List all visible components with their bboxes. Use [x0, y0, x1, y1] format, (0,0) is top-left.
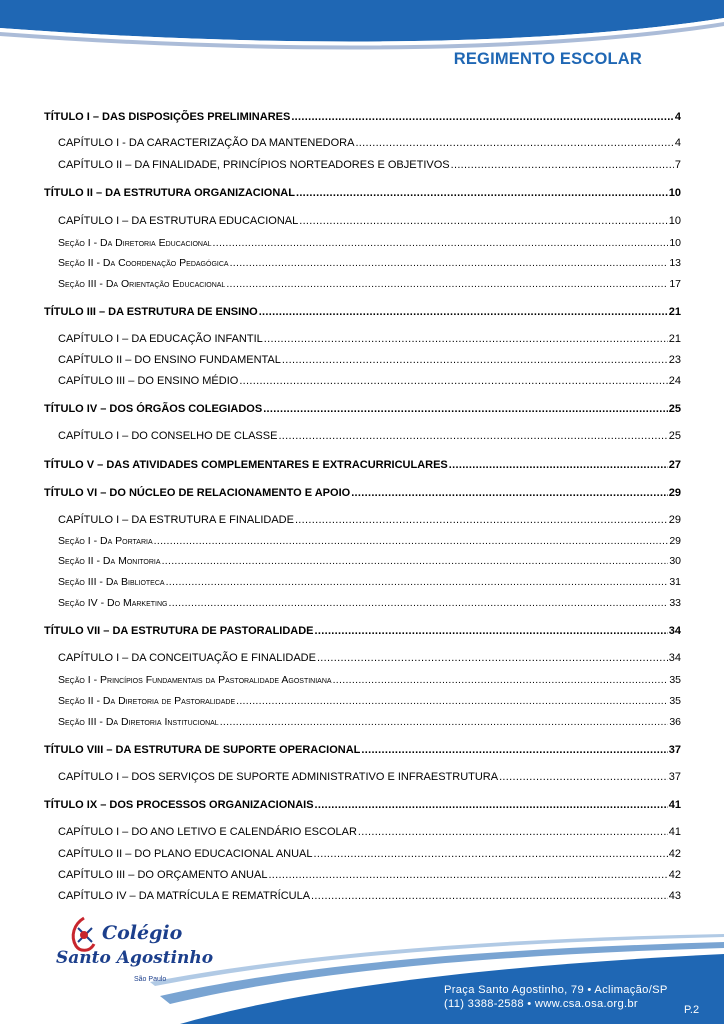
toc-entry-page: 41: [668, 826, 681, 838]
toc-section-entry[interactable]: [44, 694, 681, 708]
toc-entry-page: 35: [669, 674, 681, 686]
toc-entry-label: CAPÍTULO I – DO CONSELHO DE CLASSE: [58, 430, 278, 442]
toc-chapter-entry[interactable]: [44, 332, 681, 346]
toc-entry-label: CAPÍTULO II – DA FINALIDADE, PRINCÍPIOS NORTEADORES E OBJETIVOS: [58, 159, 450, 171]
toc-section-entry[interactable]: [44, 534, 681, 548]
toc-entry-label: TÍTULO IX – DOS PROCESSOS ORGANIZACIONAIS: [44, 799, 314, 811]
toc-leader-dots: [213, 237, 669, 250]
toc-title-entry[interactable]: [44, 798, 681, 812]
toc-chapter-entry[interactable]: [44, 889, 681, 903]
toc-entry-page: 25: [668, 403, 681, 415]
footer-address: Praça Santo Agostinho, 79 • Aclimação/SP: [444, 984, 668, 996]
toc-entry-page: 34: [668, 625, 681, 637]
toc-chapter-entry[interactable]: [44, 651, 681, 665]
toc-leader-dots: [239, 375, 667, 388]
toc-entry-label: CAPÍTULO II – DO PLANO EDUCACIONAL ANUAL: [58, 848, 313, 860]
toc-entry-page: 4: [674, 137, 681, 149]
toc-section-entry[interactable]: [44, 236, 681, 250]
toc-entry-label: Seção I - Da Diretoria Educacional: [58, 237, 212, 249]
toc-entry-page: 21: [668, 306, 681, 318]
toc-leader-dots: [230, 257, 669, 270]
toc-entry-page: 10: [668, 187, 681, 199]
toc-entry-label: Seção I - Da Portaria: [58, 535, 153, 547]
toc-entry-page: 29: [668, 514, 681, 526]
toc-section-entry[interactable]: [44, 673, 681, 687]
toc-entry-label: Seção II - Da Diretoria de Pastoralidade: [58, 695, 236, 707]
toc-entry-label: TÍTULO II – DA ESTRUTURA ORGANIZACIONAL: [44, 187, 295, 199]
toc-leader-dots: [449, 459, 668, 472]
toc-chapter-entry[interactable]: [44, 429, 681, 443]
toc-leader-dots: [317, 652, 668, 665]
toc-leader-dots: [361, 744, 667, 757]
toc-leader-dots: [315, 799, 668, 812]
toc-entry-page: 29: [668, 487, 681, 499]
footer-address-block: [444, 983, 668, 1011]
toc-chapter-entry[interactable]: [44, 136, 681, 150]
logo-line-1: Colégio: [102, 922, 183, 944]
toc-leader-dots: [351, 487, 668, 500]
toc-entry-label: TÍTULO I – DAS DISPOSIÇÕES PRELIMINARES: [44, 111, 291, 123]
toc-title-entry[interactable]: [44, 402, 681, 416]
toc-entry-label: CAPÍTULO II – DO ENSINO FUNDAMENTAL: [58, 354, 281, 366]
toc-entry-page: 10: [668, 215, 681, 227]
toc-section-entry[interactable]: [44, 256, 681, 270]
logo-line-2: Santo Agostinho: [56, 948, 214, 968]
toc-section-entry[interactable]: [44, 575, 681, 589]
toc-entry-label: TÍTULO VIII – DA ESTRUTURA DE SUPORTE OPERACIONAL: [44, 744, 361, 756]
toc-chapter-entry[interactable]: [44, 825, 681, 839]
toc-leader-dots: [295, 514, 668, 527]
school-logo: [52, 910, 214, 994]
toc-leader-dots: [282, 354, 668, 367]
toc-leader-dots: [154, 535, 669, 548]
toc-entry-label: CAPÍTULO III – DO ORÇAMENTO ANUAL: [58, 869, 268, 881]
toc-entry-page: 24: [668, 375, 681, 387]
toc-entry-label: CAPÍTULO I – DA EDUCAÇÃO INFANTIL: [58, 333, 263, 345]
toc-entry-page: 35: [669, 695, 681, 707]
toc-entry-page: 37: [668, 771, 681, 783]
toc-entry-label: Seção III - Da Diretoria Institucional: [58, 716, 219, 728]
toc-entry-page: 42: [668, 848, 681, 860]
toc-leader-dots: [291, 111, 674, 124]
toc-leader-dots: [268, 869, 667, 882]
toc-title-entry[interactable]: [44, 624, 681, 638]
toc-entry-page: 41: [668, 799, 681, 811]
toc-entry-label: TÍTULO III – DA ESTRUTURA DE ENSINO: [44, 306, 258, 318]
toc-leader-dots: [226, 278, 668, 291]
toc-entry-label: TÍTULO V – DAS ATIVIDADES COMPLEMENTARES E EXTRACURRICULARES: [44, 459, 448, 471]
toc-leader-dots: [315, 625, 668, 638]
toc-entry-page: 29: [669, 535, 681, 547]
toc-entry-page: 30: [669, 555, 681, 567]
toc-leader-dots: [311, 890, 668, 903]
toc-title-entry[interactable]: [44, 186, 681, 200]
toc-chapter-entry[interactable]: [44, 868, 681, 882]
toc-leader-dots: [220, 716, 669, 729]
toc-title-entry[interactable]: [44, 110, 681, 124]
toc-leader-dots: [166, 576, 669, 589]
toc-entry-page: 27: [668, 459, 681, 471]
toc-entry-page: 33: [669, 597, 681, 609]
toc-chapter-entry[interactable]: [44, 353, 681, 367]
toc-title-entry[interactable]: [44, 743, 681, 757]
toc-chapter-entry[interactable]: [44, 513, 681, 527]
toc-leader-dots: [296, 187, 668, 200]
toc-leader-dots: [499, 771, 668, 784]
footer-contact: (11) 3388-2588 • www.csa.osa.org.br: [444, 998, 638, 1010]
toc-entry-label: Seção II - Da Monitoria: [58, 555, 161, 567]
toc-entry-page: 25: [668, 430, 681, 442]
page-number: P.2: [684, 1004, 700, 1016]
toc-entry-label: CAPÍTULO I – DOS SERVIÇOS DE SUPORTE ADMINISTRATIVO E INFRAESTRUTURA: [58, 771, 499, 783]
toc-entry-label: TÍTULO VII – DA ESTRUTURA DE PASTORALIDADE: [44, 625, 314, 637]
toc-entry-page: 43: [668, 890, 681, 902]
toc-section-entry[interactable]: [44, 277, 681, 291]
toc-chapter-entry[interactable]: [44, 374, 681, 388]
toc-entry-page: 23: [668, 354, 681, 366]
toc-entry-label: CAPÍTULO I – DA ESTRUTURA EDUCACIONAL: [58, 215, 299, 227]
toc-leader-dots: [299, 215, 668, 228]
toc-entry-label: TÍTULO IV – DOS ÓRGÃOS COLEGIADOS: [44, 403, 263, 415]
toc-leader-dots: [263, 403, 668, 416]
toc-leader-dots: [236, 695, 668, 708]
toc-entry-label: Seção I - Princípios Fundamentais da Pastoralidade Agostiniana: [58, 674, 332, 686]
toc-entry-page: 31: [669, 576, 681, 588]
logo-line-3: São Paulo: [134, 976, 167, 983]
toc-section-entry[interactable]: [44, 715, 681, 729]
toc-entry-label: CAPÍTULO I – DA CONCEITUAÇÃO E FINALIDADE: [58, 652, 316, 664]
toc-entry-page: 21: [668, 333, 681, 345]
toc-entry-page: 34: [668, 652, 681, 664]
toc-entry-label: CAPÍTULO IV – DA MATRÍCULA E REMATRÍCULA: [58, 890, 311, 902]
toc-entry-label: CAPÍTULO I – DO ANO LETIVO E CALENDÁRIO ESCOLAR: [58, 826, 357, 838]
toc-entry-label: CAPÍTULO I – DA ESTRUTURA E FINALIDADE: [58, 514, 294, 526]
toc-entry-page: 10: [669, 237, 681, 249]
toc-entry-label: TÍTULO VI – DO NÚCLEO DE RELACIONAMENTO E APOIO: [44, 487, 351, 499]
toc-title-entry[interactable]: [44, 305, 681, 319]
toc-leader-dots: [168, 597, 668, 610]
toc-entry-page: 42: [668, 869, 681, 881]
toc-entry-page: 7: [674, 159, 681, 171]
toc-entry-page: 13: [669, 257, 681, 269]
toc-entry-page: 17: [669, 278, 681, 290]
document-title: REGIMENTO ESCOLAR: [453, 50, 642, 68]
toc-entry-page: 37: [668, 744, 681, 756]
toc-section-entry[interactable]: [44, 596, 681, 610]
toc-chapter-entry[interactable]: [44, 214, 681, 228]
toc-chapter-entry[interactable]: [44, 770, 681, 784]
toc-chapter-entry[interactable]: [44, 158, 681, 172]
toc-entry-page: 4: [674, 111, 681, 123]
toc-entry-label: CAPÍTULO III – DO ENSINO MÉDIO: [58, 375, 239, 387]
toc-leader-dots: [278, 430, 667, 443]
toc-leader-dots: [333, 674, 669, 687]
toc-entry-label: Seção IV - Do Marketing: [58, 597, 168, 609]
toc-title-entry[interactable]: [44, 486, 681, 500]
toc-leader-dots: [264, 333, 668, 346]
toc-section-entry[interactable]: [44, 554, 681, 568]
toc-entry-page: 36: [669, 716, 681, 728]
toc-leader-dots: [451, 159, 674, 172]
toc-leader-dots: [358, 826, 668, 839]
toc-leader-dots: [314, 848, 668, 861]
toc-entry-label: CAPÍTULO I - DA CARACTERIZAÇÃO DA MANTENEDORA: [58, 137, 355, 149]
toc-leader-dots: [259, 306, 668, 319]
toc-entry-label: Seção III - Da Biblioteca: [58, 576, 165, 588]
toc-entry-label: Seção II - Da Coordenação Pedagógica: [58, 257, 229, 269]
toc-chapter-entry[interactable]: [44, 847, 681, 861]
toc-entry-label: Seção III - Da Orientação Educacional: [58, 278, 226, 290]
toc-title-entry[interactable]: [44, 458, 681, 472]
toc-leader-dots: [162, 555, 669, 568]
toc-leader-dots: [355, 137, 673, 150]
